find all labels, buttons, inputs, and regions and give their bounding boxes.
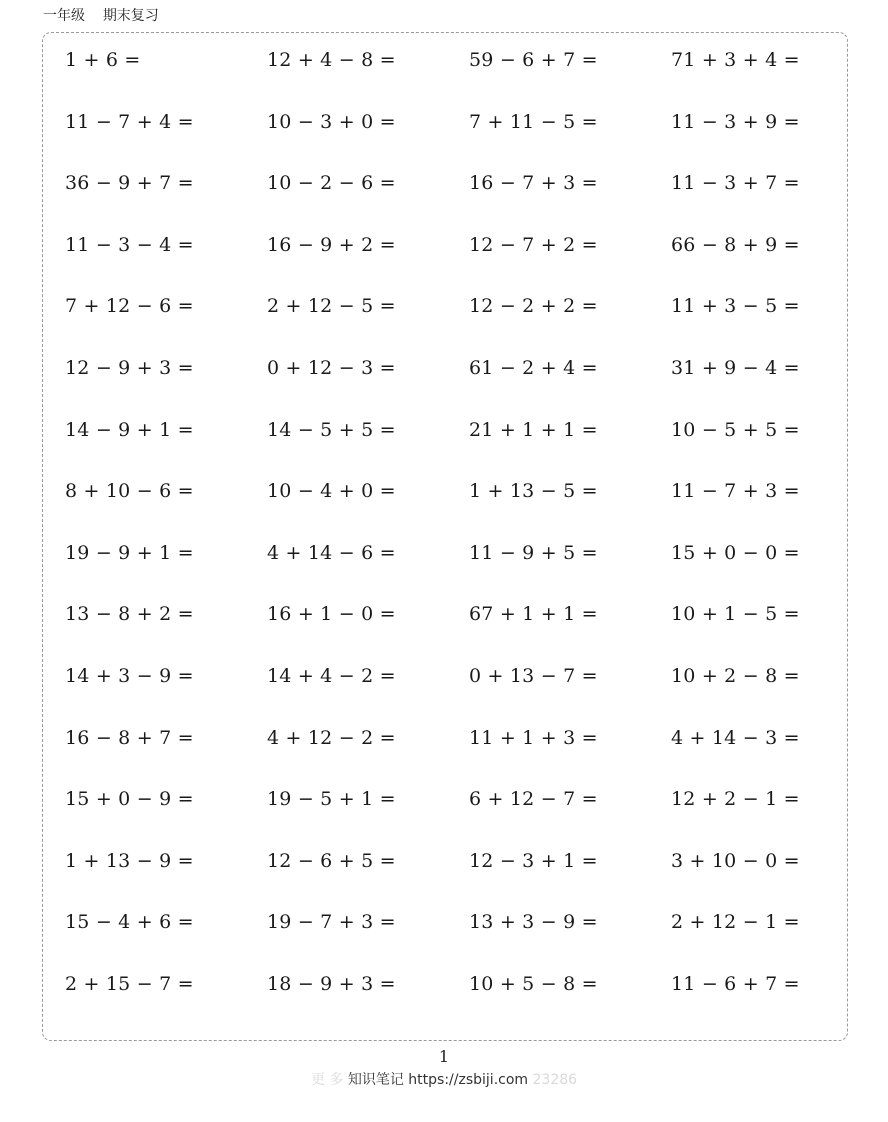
math-problem: 19 − 5 + 1 = bbox=[267, 788, 396, 811]
math-problem: 59 − 6 + 7 = bbox=[469, 49, 598, 71]
math-problem: 21 + 1 + 1 = bbox=[469, 418, 598, 441]
worksheet-title: 期末复习 bbox=[102, 8, 159, 24]
footer-faded-right: 23286 bbox=[532, 1072, 578, 1088]
math-problem: 6 + 12 − 7 = bbox=[469, 788, 598, 811]
math-problem: 1 + 13 − 9 = bbox=[65, 849, 194, 872]
footer-faded-left: 更 多 bbox=[310, 1072, 344, 1088]
math-problem: 2 + 12 − 5 = bbox=[267, 295, 396, 318]
math-problem: 19 − 7 + 3 = bbox=[267, 911, 396, 934]
math-problem: 0 + 12 − 3 = bbox=[267, 357, 396, 379]
math-problem: 14 − 5 + 5 = bbox=[267, 418, 396, 441]
problem-row bbox=[65, 599, 849, 629]
page-header bbox=[43, 5, 159, 25]
math-problem: 11 + 3 − 5 = bbox=[671, 295, 800, 318]
math-problem: 11 + 1 + 3 = bbox=[469, 726, 598, 749]
math-problem: 15 − 4 + 6 = bbox=[65, 911, 194, 934]
math-problem: 3 + 10 − 0 = bbox=[671, 849, 800, 872]
problem-row bbox=[65, 784, 849, 814]
problem-row bbox=[65, 723, 849, 753]
math-problem: 16 − 8 + 7 = bbox=[65, 726, 194, 749]
footer-watermark bbox=[0, 1069, 888, 1089]
math-problem: 12 − 2 + 2 = bbox=[469, 295, 598, 318]
math-problem: 4 + 14 − 3 = bbox=[671, 726, 800, 749]
math-problem: 11 − 7 + 3 = bbox=[671, 480, 800, 503]
math-problem: 14 − 9 + 1 = bbox=[65, 418, 194, 441]
math-problem: 15 + 0 − 0 = bbox=[671, 541, 800, 564]
math-problem: 12 + 2 − 1 = bbox=[671, 788, 800, 811]
problem-row bbox=[65, 107, 849, 137]
math-problem: 12 − 9 + 3 = bbox=[65, 357, 194, 379]
math-problem: 12 − 7 + 2 = bbox=[469, 233, 598, 256]
math-problem: 11 − 7 + 4 = bbox=[65, 110, 194, 133]
math-problem: 10 − 2 − 6 = bbox=[267, 172, 396, 195]
problem-row bbox=[65, 168, 849, 198]
math-problem: 14 + 4 − 2 = bbox=[267, 665, 396, 687]
problem-row bbox=[65, 353, 849, 383]
grade-label: 一年级 bbox=[43, 8, 85, 24]
problem-row bbox=[65, 415, 849, 445]
problem-row bbox=[65, 230, 849, 260]
math-problem: 15 + 0 − 9 = bbox=[65, 788, 194, 811]
math-problem: 4 + 14 − 6 = bbox=[267, 541, 396, 564]
math-problem: 12 + 4 − 8 = bbox=[267, 49, 396, 71]
math-problem: 11 − 3 + 9 = bbox=[671, 110, 800, 133]
problem-row bbox=[65, 969, 849, 999]
math-problem: 8 + 10 − 6 = bbox=[65, 480, 194, 503]
math-problem: 10 + 1 − 5 = bbox=[671, 603, 800, 626]
problem-row bbox=[65, 291, 849, 321]
math-problem: 2 + 15 − 7 = bbox=[65, 973, 194, 995]
problem-row bbox=[65, 907, 849, 937]
math-problem: 16 − 9 + 2 = bbox=[267, 233, 396, 256]
problem-row bbox=[65, 538, 849, 568]
math-problem: 11 − 3 − 4 = bbox=[65, 233, 194, 256]
math-problem: 12 − 6 + 5 = bbox=[267, 849, 396, 872]
math-problem: 13 + 3 − 9 = bbox=[469, 911, 598, 934]
math-problem: 66 − 8 + 9 = bbox=[671, 233, 800, 256]
math-problem: 16 + 1 − 0 = bbox=[267, 603, 396, 626]
math-problem: 18 − 9 + 3 = bbox=[267, 973, 396, 995]
math-problem: 10 + 5 − 8 = bbox=[469, 973, 598, 995]
math-problem: 10 − 5 + 5 = bbox=[671, 418, 800, 441]
problem-row bbox=[65, 846, 849, 876]
problem-row bbox=[65, 45, 849, 75]
math-problem: 11 − 9 + 5 = bbox=[469, 541, 598, 564]
math-problem: 31 + 9 − 4 = bbox=[671, 357, 800, 379]
math-problem: 12 − 3 + 1 = bbox=[469, 849, 598, 872]
math-problem: 7 + 12 − 6 = bbox=[65, 295, 194, 318]
math-problem: 36 − 9 + 7 = bbox=[65, 172, 194, 195]
math-problem: 2 + 12 − 1 = bbox=[671, 911, 800, 934]
math-problem: 14 + 3 − 9 = bbox=[65, 665, 194, 687]
problem-row bbox=[65, 661, 849, 691]
page-number: 1 bbox=[438, 1047, 450, 1066]
math-problem: 1 + 6 = bbox=[65, 49, 141, 71]
problem-row bbox=[65, 476, 849, 506]
math-problem: 10 − 4 + 0 = bbox=[267, 480, 396, 503]
math-problem: 67 + 1 + 1 = bbox=[469, 603, 598, 626]
math-problem: 0 + 13 − 7 = bbox=[469, 665, 598, 687]
worksheet-box bbox=[42, 32, 848, 1041]
math-problem: 10 − 3 + 0 = bbox=[267, 110, 396, 133]
math-problem: 11 − 6 + 7 = bbox=[671, 973, 800, 995]
math-problem: 10 + 2 − 8 = bbox=[671, 665, 800, 687]
math-problem: 11 − 3 + 7 = bbox=[671, 172, 800, 195]
math-problem: 71 + 3 + 4 = bbox=[671, 49, 800, 71]
math-problem: 13 − 8 + 2 = bbox=[65, 603, 194, 626]
footer-link-text: 知识笔记 https://zsbiji.com bbox=[347, 1072, 529, 1088]
math-problem: 4 + 12 − 2 = bbox=[267, 726, 396, 749]
math-problem: 61 − 2 + 4 = bbox=[469, 357, 598, 379]
math-problem: 19 − 9 + 1 = bbox=[65, 541, 194, 564]
math-problem: 1 + 13 − 5 = bbox=[469, 480, 598, 503]
math-problem: 16 − 7 + 3 = bbox=[469, 172, 598, 195]
math-problem: 7 + 11 − 5 = bbox=[469, 110, 598, 133]
